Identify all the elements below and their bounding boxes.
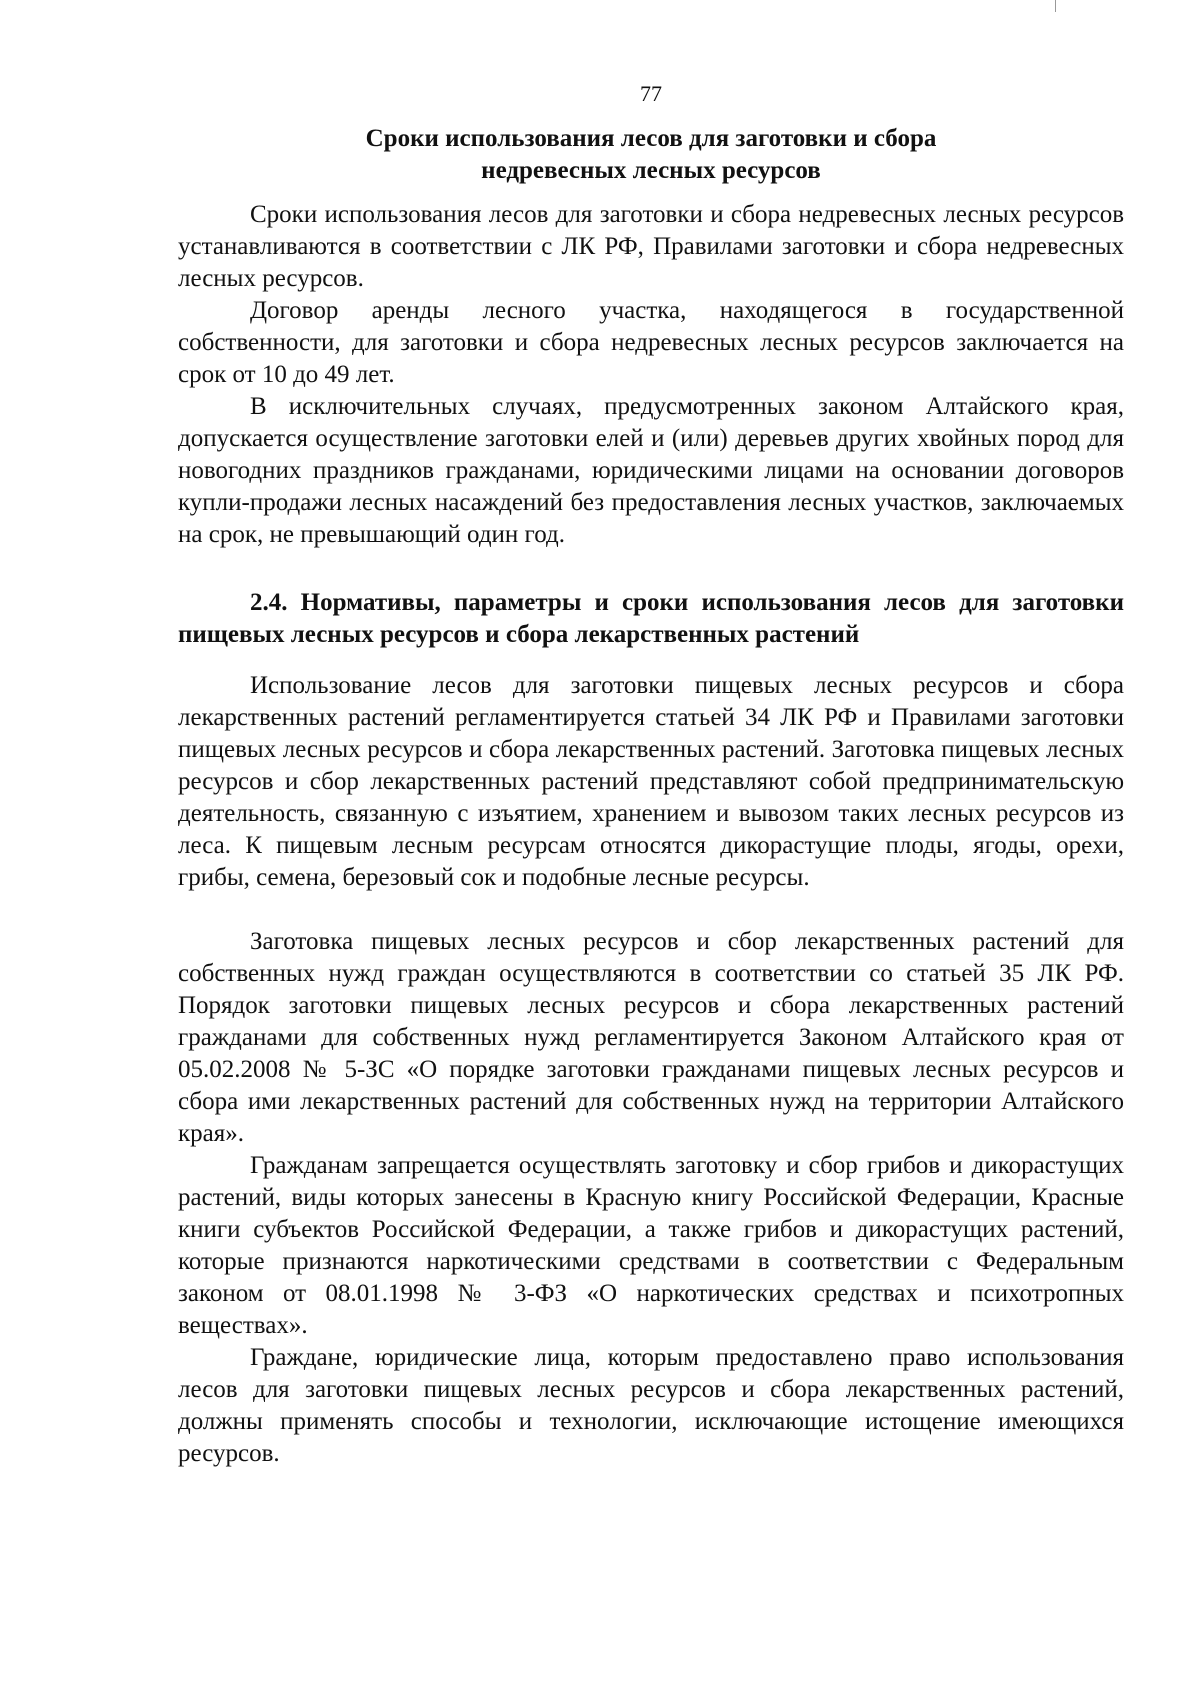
document-page — [178, 0, 1124, 1688]
paragraph-text: Сроки использования лесов для заготовки и сбора недревесных лесных ресурсов устанавливаются в соответствии с ЛК РФ, Правилами заготовки и сбора недревесных лесных ресурсов. — [178, 201, 1124, 292]
paragraph-text: Гражданам запрещается осуществлять заготовку и сбор грибов и дикорастущих растений, виды которых занесены в Красную книгу Российской Федерации, Красные книги субъектов Российской Федерации, а также грибов и дикорастущих растений, которые признаются наркотическими средствами в соответствии с Федеральным законом от 08.01.1998 № 3-ФЗ «О наркотических средствах и психотропных веществах». — [178, 1152, 1124, 1339]
paragraph-5 — [178, 926, 1124, 1150]
paragraph-text: Граждане, юридические лица, которым предоставлено право использования лесов для заготовки пищевых лесных ресурсов и сбора лекарственных растений, должны применять способы и технологии, исключающие истощение имеющихся ресурсов. — [178, 1344, 1124, 1467]
paragraph-6 — [178, 1150, 1124, 1342]
paragraph-2 — [178, 295, 1124, 391]
paragraph-4 — [178, 670, 1124, 894]
section-heading: 2.4. Нормативы, параметры и сроки использования лесов для заготовки пищевых лесных ресурсов и сбора лекарственных растений — [178, 589, 1124, 648]
page-number: 77 — [640, 81, 662, 106]
paragraph-text: Заготовка пищевых лесных ресурсов и сбор лекарственных растений для собственных нужд граждан осуществляются в соответствии со статьей 35 ЛК РФ. Порядок заготовки пищевых лесных ресурсов и сбора лекарственных растений гражданами для собственных нужд регламентируется Законом Алтайского края от 05.02.2008 № 5-ЗС «О порядке заготовки гражданами пищевых лесных ресурсов и сбора ими лекарственных растений для собственных нужд на территории Алтайского края». — [178, 928, 1124, 1147]
paragraph-text: В исключительных случаях, предусмотренных законом Алтайского края, допускается осуществление заготовки елей и (или) деревьев других хвойных пород для новогодних праздников гражданами, юридическими лицами на основании договоров купли-продажи лесных насаждений без предоставления лесных участков, заключаемых на срок, не превышающий один год. — [178, 393, 1124, 548]
section-heading-2-4 — [178, 587, 1124, 651]
paragraph-3 — [178, 391, 1124, 551]
paragraph-1 — [178, 199, 1124, 295]
paragraph-text: Договор аренды лесного участка, находящегося в государственной собственности, для заготовки и сбора недревесных лесных ресурсов заключается на срок от 10 до 49 лет. — [178, 297, 1124, 388]
paragraph-text: Использование лесов для заготовки пищевых лесных ресурсов и сбора лекарственных растений регламентируется статьей 34 ЛК РФ и Правилами заготовки пищевых лесных ресурсов и сбора лекарственных растений. Заготовка пищевых лесных ресурсов и сбор лекарственных растений представляют собой предпринимательскую деятельность, связанную с изъятием, хранением и вывозом таких лесных ресурсов из леса. К пищевым лесным ресурсам относятся дикорастущие плоды, ягоды, орехи, грибы, семена, березовый сок и подобные лесные ресурсы. — [178, 672, 1124, 891]
subsection-title — [178, 123, 1124, 187]
paragraph-7 — [178, 1342, 1124, 1470]
subsection-title-line-1: Сроки использования лесов для заготовки и сбора — [365, 125, 937, 152]
subsection-title-line-2: недревесных лесных ресурсов — [481, 157, 821, 184]
